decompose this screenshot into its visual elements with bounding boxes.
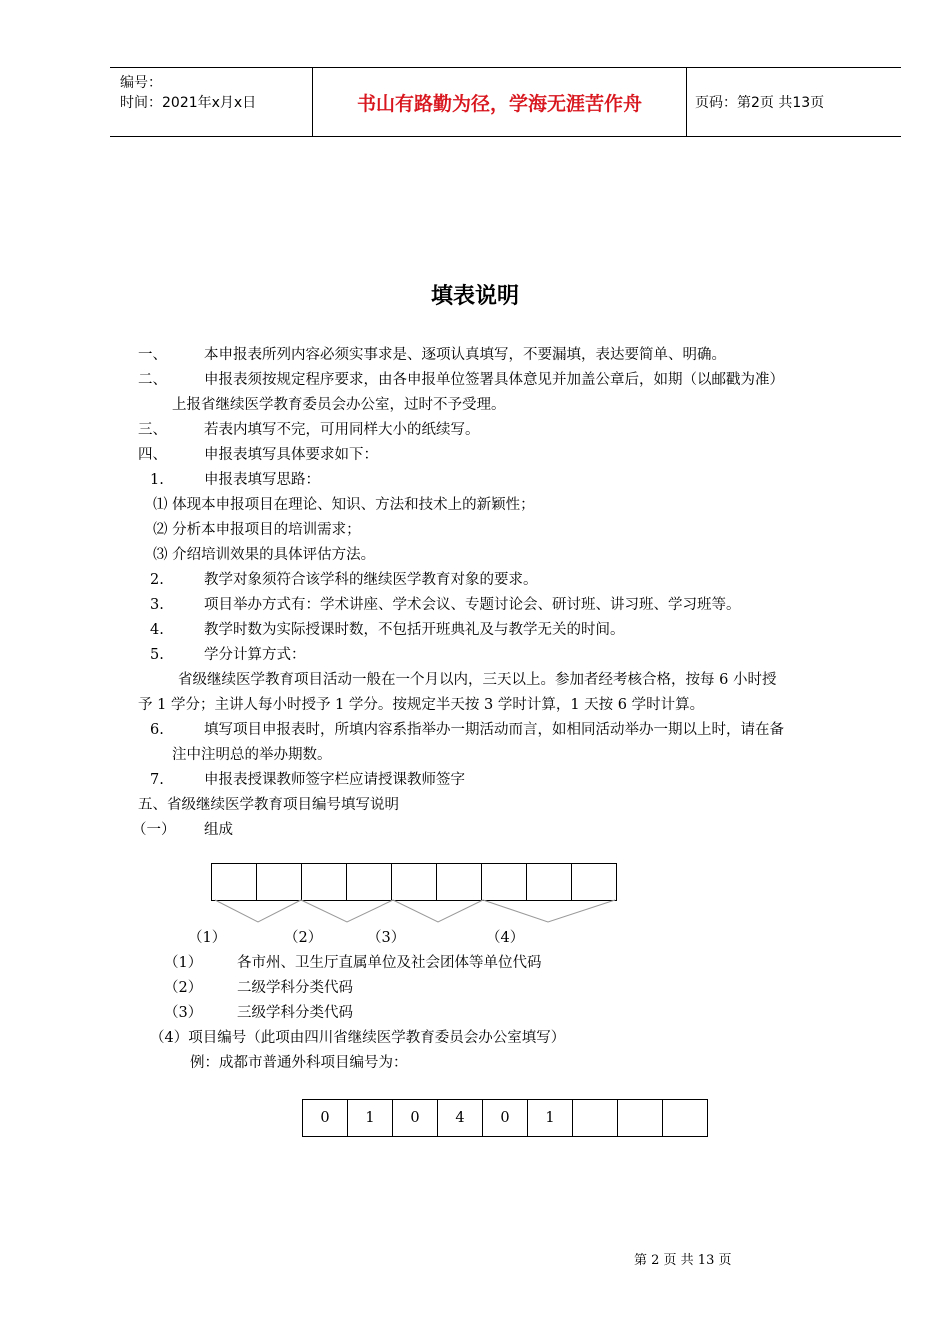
time-label: 时间：2021年x月x日 [120, 95, 257, 111]
sub-item-marker: 3. [150, 597, 164, 613]
group-label: （2） [284, 930, 323, 946]
paragraph-line: 予 1 学分；主讲人每小时授予 1 学分。按规定半天按 3 学时计算，1 天按 6 学时计算。 [138, 697, 705, 713]
def-text: 二级学科分类代码 [237, 980, 353, 996]
sub-item-text-cont: 注中注明总的举办期数。 [172, 747, 332, 763]
sub-item-text: 申报表授课教师签字栏应请授课教师签字 [204, 772, 465, 788]
item-marker: 一、 [138, 347, 167, 363]
sub-item-text: 教学对象须符合该学科的继续医学教育对象的要求。 [204, 572, 538, 588]
serial-label: 编号： [120, 75, 162, 91]
bracket-group-2 [301, 900, 393, 922]
example-code-cell [663, 1100, 707, 1136]
example-code-grid [302, 1099, 708, 1137]
sub-item-text: 项目举办方式有：学术讲座、学术会议、专题讨论会、研讨班、讲习班、学习班等。 [204, 597, 741, 613]
header-page-info: 页码：第2页 共13页 [695, 95, 825, 111]
def-text: 各市州、卫生厅直属单位及社会团体等单位代码 [237, 955, 542, 971]
sub-item-marker: 7. [150, 772, 164, 788]
sub-item-marker: 2. [150, 572, 164, 588]
sub-point: ⑴ 体现本申报项目在理论、知识、方法和技术上的新颖性； [153, 497, 535, 513]
sub-point: ⑶ 介绍培训效果的具体评估方法。 [153, 547, 376, 563]
sub-item-marker: 1. [150, 472, 164, 488]
def-text: （4）项目编号（此项由四川省继续医学教育委员会办公室填写） [150, 1030, 566, 1046]
item-text: 若表内填写不完，可用同样大小的纸续写。 [204, 422, 480, 438]
group-label: （1） [188, 930, 227, 946]
item-marker: 二、 [138, 372, 167, 388]
item-marker: 三、 [138, 422, 167, 438]
item-text: 本申报表所列内容必须实事求是、逐项认真填写，不要漏填，表达要简单、明确。 [204, 347, 726, 363]
page-title: 填表说明 [430, 284, 519, 309]
example-code-cell [618, 1100, 663, 1136]
item-text-cont: 上报省继续医学教育委员会办公室，过时不予受理。 [172, 397, 506, 413]
paragraph-line: 省级继续医学教育项目活动一般在一个月以内，三天以上。参加者经考核合格，按每 6 小时授 [178, 672, 777, 688]
sub-item-text: 教学时数为实际授课时数，不包括开班典礼及与教学无关的时间。 [204, 622, 625, 638]
page-footer: 第 2 页 共 13 页 [634, 1253, 732, 1268]
def-marker: （1） [164, 955, 203, 971]
example-code-cell: 0 [303, 1100, 348, 1136]
section-sub-text: 组成 [204, 822, 233, 838]
sub-item-marker: 4. [150, 622, 164, 638]
example-code-cell: 1 [528, 1100, 573, 1136]
sub-item-marker: 5. [150, 647, 164, 663]
def-marker: （2） [164, 980, 203, 996]
sub-item-text: 填写项目申报表时，所填内容系指举办一期活动而言，如相同活动举办一期以上时，请在备 [204, 722, 784, 738]
item-marker: 四、 [138, 447, 167, 463]
example-code-cell: 4 [438, 1100, 483, 1136]
sub-item-text: 学分计算方式： [204, 647, 306, 663]
group-label: （3） [367, 930, 406, 946]
bracket-group-3 [393, 900, 483, 922]
sub-item-text: 申报表填写思路： [204, 472, 320, 488]
sub-point: ⑵ 分析本申报项目的培训需求； [153, 522, 361, 538]
section-sub-marker: （一） [132, 822, 176, 838]
def-marker: （3） [164, 1005, 203, 1021]
item-text: 申报表须按规定程序要求，由各申报单位签署具体意见并加盖公章后，如期（以邮戳为准） [204, 372, 784, 388]
example-text: 例：成都市普通外科项目编号为： [190, 1055, 408, 1071]
bracket-group-1 [215, 900, 301, 922]
example-code-cell: 1 [348, 1100, 393, 1136]
group-label: （4） [486, 930, 525, 946]
example-code-cell: 0 [483, 1100, 528, 1136]
sub-item-marker: 6. [150, 722, 164, 738]
item-text: 申报表填写具体要求如下： [204, 447, 378, 463]
bracket-group-4 [483, 900, 615, 922]
example-code-cell [573, 1100, 618, 1136]
header-motto: 书山有路勤为径，学海无涯苦作舟 [312, 68, 687, 136]
def-text: 三级学科分类代码 [237, 1005, 353, 1021]
example-code-cell: 0 [393, 1100, 438, 1136]
section-heading: 五、省级继续医学教育项目编号填写说明 [138, 797, 399, 813]
